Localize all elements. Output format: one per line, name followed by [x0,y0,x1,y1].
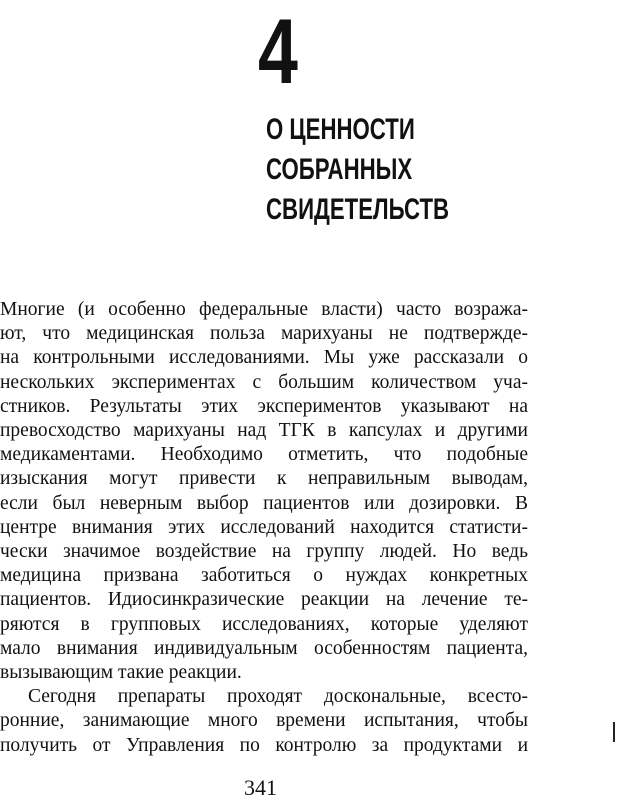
text-line: пациентов. Идиосинкразические реакции на лечение те- [0,589,528,611]
page-number: 341 [244,775,277,800]
text-line: Многие (и особенно федеральные власти) часто возража- [0,299,528,320]
chapter-title-line: СОБРАННЫХ [266,153,413,186]
text-line: медикаментами. Необходимо отметить, что подобные [0,444,528,466]
text-line: центре внимания этих исследований находится статисти- [0,516,528,538]
text-line: мало внимания индивидуальным особенностям пациента, [0,637,528,659]
text-line: на контрольными исследованиями. Мы уже рассказали о [0,347,528,369]
chapter-number: 4 [258,1,298,103]
text-line: Сегодня препараты проходят доскональные, всесто- [28,686,528,708]
chapter-title-line: О ЦЕННОСТИ [266,113,415,146]
text-line: вызывающим такие реакции. [0,662,242,684]
text-line: если был неверным выбор пациентов или дозировки. В [0,492,528,514]
body-text [0,298,528,758]
margin-mark [613,722,615,742]
text-line: медицина призвана заботиться о нуждах конкретных [0,565,528,587]
text-line: стников. Результаты этих экспериментов указывают на [0,395,528,417]
text-line: чески значимое воздействие на группу людей. Но ведь [0,541,528,563]
chapter-title-line: СВИДЕТЕЛЬСТВ [266,193,450,226]
text-line: ронние, занимающие много времени испытания, чтобы [0,710,528,732]
text-line: получить от Управления по контролю за продуктами и [0,734,528,756]
text-line: нескольких экспериментах с большим количеством уча- [0,371,528,393]
text-line: ряются в групповых исследованиях, которые уделяют [0,613,528,635]
chapter-title [266,110,449,230]
text-line: изыскания могут привести к неправильным выводам, [0,468,528,490]
text-line: превосходство марихуаны над ТГК в капсулах и другими [0,420,528,442]
text-line: ют, что медицинская польза марихуаны не подтвержде- [0,323,528,345]
